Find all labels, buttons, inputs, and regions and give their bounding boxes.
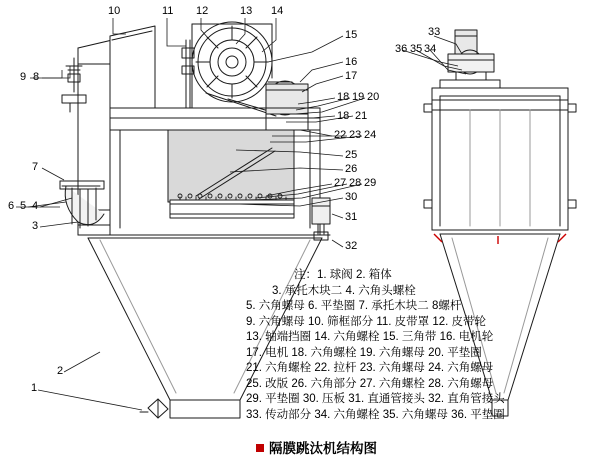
callout-13: 13 (240, 5, 253, 17)
callout-10: 10 (108, 5, 121, 17)
callout-35: 35 (410, 43, 423, 55)
diagram-title-wrap (256, 437, 377, 457)
note-line-8: 25. 改版 26. 六角部分 27. 六角螺栓 28. 六角螺母 (246, 377, 494, 390)
note-line-2: 3. 承托木块二 4. 六角头螺栓 (272, 284, 416, 297)
callout-29: 29 (364, 177, 377, 189)
callout-36: 36 (395, 43, 408, 55)
callout-4: 4 (32, 200, 39, 212)
callout-11: 11 (162, 5, 174, 17)
callout-34: 34 (424, 43, 437, 55)
callout-9: 9 (20, 71, 27, 83)
callout-1: 1 (31, 382, 38, 394)
callout-2: 2 (57, 365, 64, 377)
callout-16: 16 (345, 56, 358, 68)
callout-18b: 18 (337, 110, 350, 122)
callout-18: 18 (337, 91, 350, 103)
callout-31: 31 (345, 211, 358, 223)
callout-15: 15 (345, 29, 358, 41)
callout-32: 32 (345, 240, 358, 252)
callout-22: 22 (334, 129, 347, 141)
note-line-6: 17. 电机 18. 六角螺栓 19. 六角螺母 20. 平垫圈 (246, 346, 482, 359)
callout-33: 33 (428, 26, 441, 38)
callout-30: 30 (345, 191, 358, 203)
callout-14: 14 (271, 5, 284, 17)
callout-17: 17 (345, 70, 358, 82)
callout-3: 3 (32, 220, 39, 232)
red-square-icon (256, 444, 264, 452)
callout-12: 12 (196, 5, 209, 17)
callout-6: 6 (8, 200, 15, 212)
callout-25: 25 (345, 149, 358, 161)
callout-5: 5 (20, 200, 27, 212)
callout-27: 27 (334, 177, 347, 189)
callout-21: 21 (355, 110, 368, 122)
note-line-3: 5. 六角螺母 6. 平垫圈 7. 承托木块二 8螺杆 (246, 300, 462, 312)
callout-19: 19 (352, 91, 365, 103)
note-line-5: 13. 轴端挡圈 14. 六角螺栓 15. 三角带 16. 电机轮 (246, 331, 494, 343)
callout-24: 24 (364, 129, 377, 141)
callout-23: 23 (349, 129, 362, 141)
callout-8: 8 (33, 71, 40, 83)
callout-28: 28 (349, 177, 362, 189)
note-line-7: 21. 六角螺栓 22. 拉杆 23. 六角螺母 24. 六角螺母 (246, 362, 494, 374)
note-line-4: 9. 六角螺母 10. 筛框部分 11. 皮带罩 12. 皮带轮 (246, 315, 487, 328)
callout-7: 7 (32, 161, 39, 173)
note-line-10: 33. 传动部分 34. 六角螺栓 35. 六角螺母 36. 平垫圈 (246, 408, 505, 421)
note-line-1: 注：1. 球阀 2. 箱体 (294, 269, 392, 281)
callout-20: 20 (367, 91, 380, 103)
callout-26: 26 (345, 163, 358, 175)
note-line-9: 29. 平垫圈 30. 压板 31. 直通管接头 32. 直角管接头 (246, 393, 505, 405)
notes-block (246, 268, 505, 423)
diagram-title: 隔膜跳汰机结构图 (269, 441, 377, 456)
